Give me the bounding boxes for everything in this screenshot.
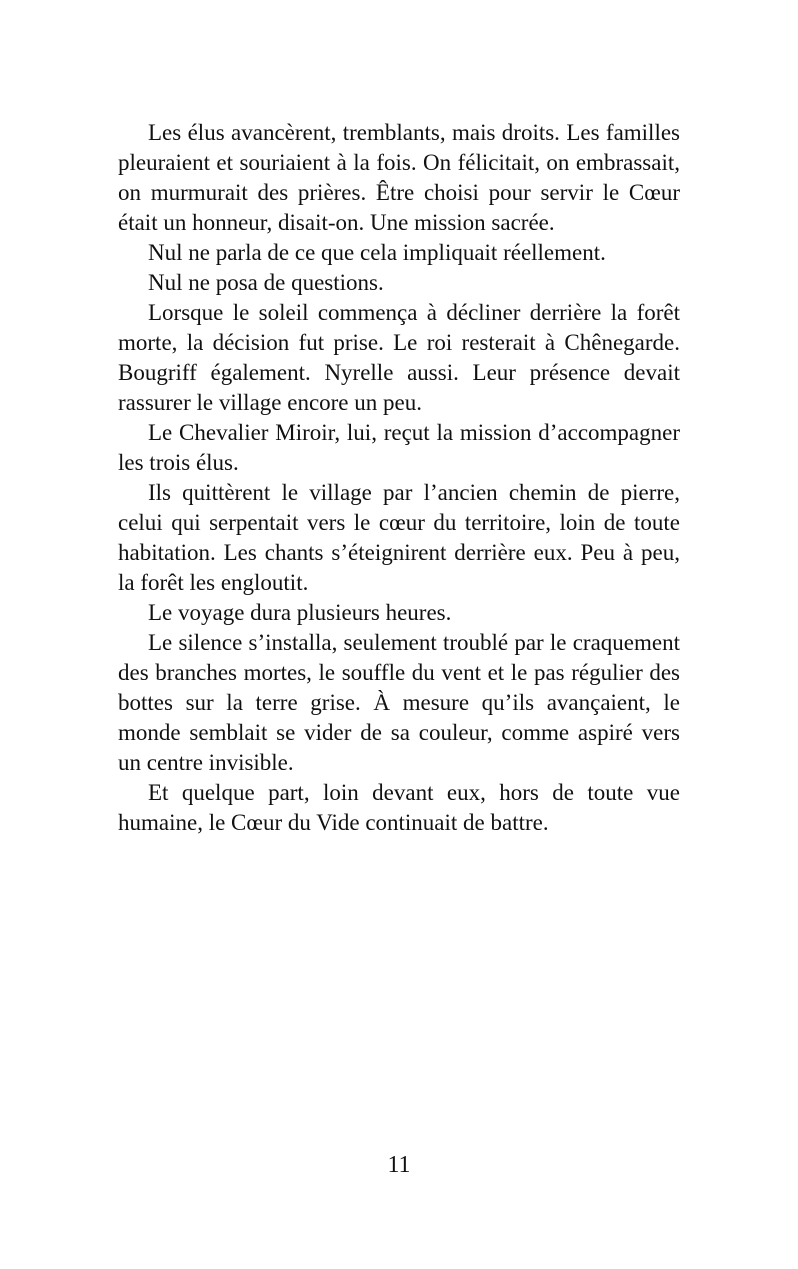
- paragraph: Le voyage dura plusieurs heures.: [148, 600, 452, 625]
- paragraph: Ils quittèrent le village par l’ancien chemin de pierre, celui qui serpentait vers le cœur du territoire, loin de toute habitation. Les chants s’éteignirent derrière eux. Peu à peu, la forêt les engloutit.: [118, 480, 680, 595]
- paragraph: Le silence s’installa, seulement troublé par le craquement des branches mortes, le souffle du vent et le pas régulier des bottes sur la terre grise. À mesure qu’ils avançaient, le monde semblait se vider de sa couleur, comme aspiré vers un centre invisible.: [118, 630, 680, 775]
- page-number: 11: [387, 1152, 411, 1178]
- paragraph: Nul ne parla de ce que cela impliquait réellement.: [148, 240, 606, 265]
- paragraph: Le Chevalier Miroir, lui, reçut la mission d’accompagner les trois élus.: [118, 420, 680, 475]
- paragraph: Lorsque le soleil commença à décliner derrière la forêt morte, la décision fut prise. Le roi resterait à Chênegarde. Bougriff également. Nyrelle aussi. Leur présence devait rassurer le village encore un peu.: [118, 300, 680, 415]
- paragraph: Nul ne posa de questions.: [148, 270, 384, 295]
- paragraph: Et quelque part, loin devant eux, hors de toute vue humaine, le Cœur du Vide continuait de battre.: [118, 780, 680, 835]
- paragraph: Les élus avancèrent, tremblants, mais droits. Les familles pleuraient et souriaient à la fois. On félicitait, on embrassait, on murmurait des prières. Être choisi pour servir le Cœur était un honneur, disait-on. Une mission sacrée.: [118, 120, 680, 235]
- page-body: [118, 118, 680, 838]
